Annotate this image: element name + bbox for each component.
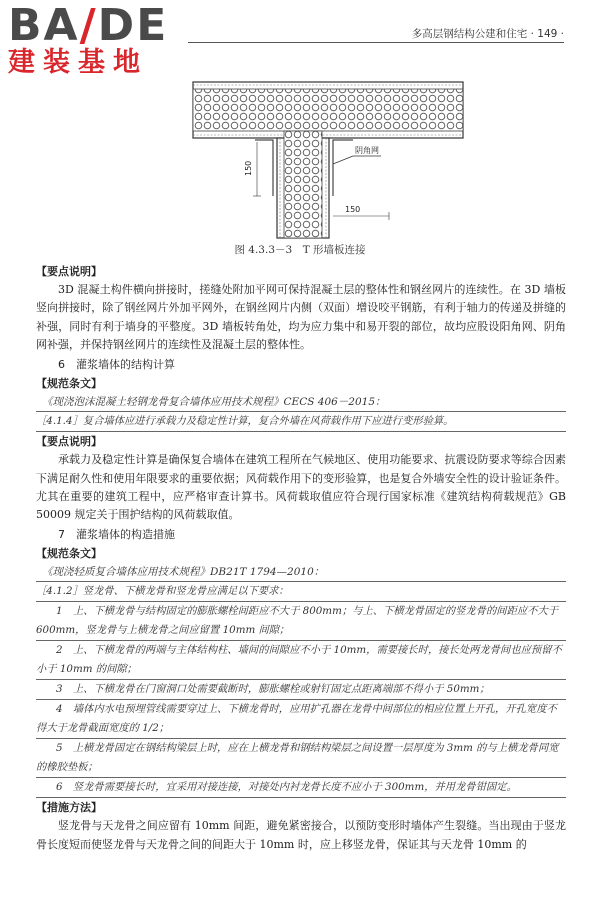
running-header: 多高层钢结构公建和住宅 · 149 · [411,28,564,40]
figure-caption: 图 4.3.3－3 T 形墙板连接 [234,244,366,256]
logo-chinese: 建装基地 [8,47,148,78]
vertical-wall-core [284,131,322,238]
dimension-vertical: 150 [244,160,253,176]
heading-methods: 【措施方法】 [36,801,102,815]
heading-code-clause: 【规范条文】 [36,376,102,390]
t-wall-diagram [185,76,470,241]
heading-code-clause: 【规范条文】 [36,546,102,560]
logo-text: DE [97,0,169,51]
dimension-horizontal: 150 [345,205,361,214]
article-body [36,262,566,854]
logo-wordmark [8,0,169,51]
clause-item: 6 竖龙骨需要接长时，宜采用对接连接，对接处内衬龙骨长度不应小于 300mm，并用龙骨钳固定。 [36,778,566,798]
logo-text: BA [8,0,80,51]
header-rule [188,42,564,43]
section-title: 7 灌浆墙体的构造措施 [58,527,175,541]
logo [8,0,169,78]
clause-item: 1 上、下横龙骨与结构固定的膨胀螺栓间距应不大于 800mm；与上、下横龙骨固定的竖龙骨的间距应不大于 600mm，竖龙骨与上横龙骨之间应留置 10mm 间隙； [36,602,566,641]
heading-key-points: 【要点说明】 [36,265,102,278]
clause-text: ［4.1.4］复合墙体应进行承载力及稳定性计算，复合外墙在风荷载作用下应进行变形验算。 [36,411,566,432]
paragraph: 承载力及稳定性计算是确保复合墙体在建筑工程所在气候地区、使用功能要求、抗震设防要求等综合因素下满足耐久性和使用年限要求的重要依据；风荷载作用下的变形验算，也是复合外墙安全性的设计验证条件。尤其在重要的建筑工程中，应严格审查计算书。风荷载取值应符合现行国家标准《建筑结构荷载规范》GB 50009 规定关于围护结构的风荷载取值。 [36,453,566,522]
clause-text: ［4.1.2］竖龙骨、下横龙骨和竖龙骨应满足以下要求： [36,581,566,602]
clause-item: 5 上横龙骨固定在钢结构梁层上时，应在上横龙骨和钢结构梁层之间设置一层厚度为 3mm 的与上横龙骨同宽的橡胶垫板； [36,739,566,778]
clause-item: 3 上、下横龙骨在门窗洞口处需要截断时，膨胀螺栓或射钉固定点距离端部不得小于 50mm； [36,680,566,700]
horizontal-wall-core [193,89,463,131]
mesh-label: 阴角网 [355,146,379,155]
heading-key-points: 【要点说明】 [36,435,102,449]
corner-mesh [255,140,273,196]
logo-slash: / [79,0,98,51]
code-reference: 《现浇泡沫混凝土轻钢龙骨复合墙体应用技术规程》CECS 406－2015： [42,395,386,408]
code-reference: 《现浇轻质复合墙体应用技术规程》DB21T 1794—2010： [42,565,325,578]
corner-mesh [333,140,353,196]
section-title: 6 灌浆墙体的结构计算 [58,357,175,371]
paragraph: 竖龙骨与天龙骨之间应留有 10mm 间距，避免紧密接合，以预防变形时墙体产生裂缝。当出现由于竖龙骨长度短而使竖龙骨与天龙骨之间的间距大于 10mm 时，应上移竖龙骨，保证其与天龙骨 10mm 的 [36,819,566,851]
clause-item: 4 墙体内水电预埋管线需要穿过上、下横龙骨时，应用扩孔器在龙骨中间部位的相应位置上开孔，开孔宽度不得大于龙骨截面宽度的 1/2； [36,700,566,739]
paragraph: 3D 混凝土构件横向拼接时，搓缝处附加平网可保持混凝土层的整体性和钢丝网片的连续性。在 3D 墙板竖向拼接时，除了钢丝网片外加平网外，在钢丝网片内侧（双面）增设咬平钢筋，有利于轴力的传递及拼缝的补强，同时有利于墙身的平整度。3D 墙板转角处，均为应力集中和易开裂的部位，故均应股设阳角网、阴角网补强，并保持钢丝网片的连续性及混凝土层的整体性。 [36,283,566,352]
clause-item: 2 上、下横龙骨的两端与主体结构柱、墙间的间隙应不小于 10mm，需要接长时，接长处两龙骨间也应预留不小于 10mm 的间隙； [36,641,566,680]
